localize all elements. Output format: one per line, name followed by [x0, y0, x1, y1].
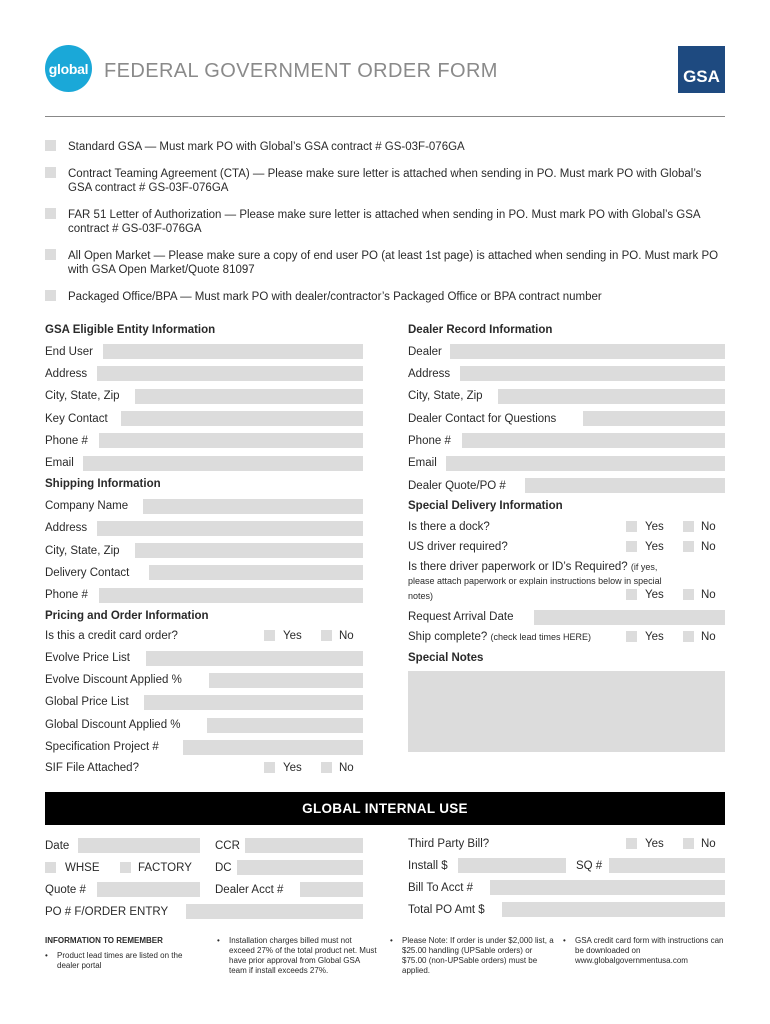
evolve-discount-field[interactable]	[209, 673, 363, 688]
internal-use-banner: GLOBAL INTERNAL USE	[45, 792, 725, 825]
dc-field[interactable]	[237, 860, 363, 875]
credit-card-note	[563, 936, 731, 966]
quote-label: Quote #	[45, 884, 86, 896]
dealer-contact-label: Dealer Contact for Questions	[408, 413, 557, 425]
option-cta-label: Contract Teaming Agreement (CTA) — Please make sure letter is attached when sending in PO. Must mark PO with Global’s GSA contract # GS-03F-076GA	[68, 168, 702, 194]
phone-label: Phone #	[45, 435, 88, 447]
us-driver-yes-label: Yes	[645, 541, 664, 553]
ship-phone-field[interactable]	[99, 588, 363, 603]
company-name-label: Company Name	[45, 500, 129, 512]
key-contact-field[interactable]	[121, 411, 363, 426]
third-party-no-checkbox[interactable]	[683, 838, 694, 849]
shipping-info-heading: Shipping Information	[45, 478, 161, 490]
bullet: •	[563, 936, 566, 945]
sif-yes-checkbox[interactable]	[264, 762, 275, 773]
paperwork-question: Is there driver paperwork or ID’s Required?	[408, 561, 628, 573]
gsa-logo-text: GSA	[683, 67, 720, 86]
global-price-list-field[interactable]	[144, 695, 363, 710]
date-field[interactable]	[78, 838, 200, 853]
spec-project-label: Specification Project #	[45, 741, 159, 753]
key-contact-label: Key Contact	[45, 413, 108, 425]
end-user-label: End User	[45, 346, 93, 358]
ship-phone-label: Phone #	[45, 589, 88, 601]
dock-yes-label: Yes	[645, 521, 664, 533]
paperwork-yes-checkbox[interactable]	[626, 589, 637, 600]
paperwork-note-c: notes)	[408, 591, 434, 601]
dealer-address-label: Address	[408, 368, 451, 380]
dealer-info-heading: Dealer Record Information	[408, 324, 553, 336]
ccr-field[interactable]	[245, 838, 363, 853]
city-state-zip-label: City, State, Zip	[45, 390, 120, 402]
third-party-no-label: No	[701, 838, 716, 850]
sif-no-checkbox[interactable]	[321, 762, 332, 773]
handling-note-text: Please Note: If order is under $2,000 list, a $25.00 handling (UPSable orders) or $75.00 (non-UPSable orders) must be applied.	[402, 936, 554, 975]
ship-complete-question: Ship complete?	[408, 631, 488, 643]
option-packaged-office-checkbox[interactable]	[45, 290, 56, 301]
dock-yes-checkbox[interactable]	[626, 521, 637, 532]
paperwork-note-b: please attach paperwork or explain instructions below in special	[408, 576, 662, 586]
remember-item	[45, 951, 205, 971]
dealer-label: Dealer	[408, 346, 442, 358]
dc-label: DC	[215, 862, 232, 874]
credit-card-label: Is this a credit card order?	[45, 630, 178, 642]
credit-card-yes-label: Yes	[283, 630, 302, 642]
third-party-yes-checkbox[interactable]	[626, 838, 637, 849]
option-cta-checkbox[interactable]	[45, 167, 56, 178]
dealer-acct-field[interactable]	[300, 882, 363, 897]
paperwork-no-label: No	[701, 589, 716, 601]
dealer-contact-field[interactable]	[583, 411, 725, 426]
entity-info-heading: GSA Eligible Entity Information	[45, 324, 216, 336]
pricing-info-heading: Pricing and Order Information	[45, 610, 209, 622]
address-field[interactable]	[97, 366, 363, 381]
arrival-date-field[interactable]	[534, 610, 725, 625]
global-discount-field[interactable]	[207, 718, 363, 733]
dealer-address-field[interactable]	[460, 366, 725, 381]
bullet: •	[45, 951, 48, 960]
ship-complete-no-checkbox[interactable]	[683, 631, 694, 642]
po-entry-field[interactable]	[186, 904, 363, 919]
email-field[interactable]	[83, 456, 363, 471]
remember-item-text: Product lead times are listed on the dealer portal	[57, 951, 183, 970]
special-notes-field[interactable]	[408, 671, 725, 752]
special-notes-heading: Special Notes	[408, 652, 484, 664]
dock-label: Is there a dock?	[408, 521, 490, 533]
delivery-contact-label: Delivery Contact	[45, 567, 130, 579]
install-note-text: Installation charges billed must not exceed 27% of the total product net. Must have prior approval from Global GSA team if install exceeds 27%.	[229, 936, 377, 975]
po-entry-label: PO # F/ORDER ENTRY	[45, 906, 169, 918]
paperwork-note-a: (if yes,	[630, 562, 658, 572]
paperwork-label	[408, 561, 657, 573]
address-label: Address	[45, 368, 88, 380]
sif-no-label: No	[339, 762, 354, 774]
sq-label: SQ #	[576, 860, 603, 872]
quote-field[interactable]	[97, 882, 200, 897]
credit-card-no-label: No	[339, 630, 354, 642]
third-party-label: Third Party Bill?	[408, 838, 490, 850]
us-driver-no-checkbox[interactable]	[683, 541, 694, 552]
ship-complete-label	[408, 631, 591, 643]
credit-card-note-text: GSA credit card form with instructions can be downloaded on www.globalgovernmentusa.com	[575, 936, 724, 965]
paperwork-no-checkbox[interactable]	[683, 589, 694, 600]
global-logo	[45, 45, 92, 92]
sq-field[interactable]	[609, 858, 725, 873]
dealer-quote-field[interactable]	[525, 478, 725, 493]
us-driver-no-label: No	[701, 541, 716, 553]
option-packaged-office-label: Packaged Office/BPA — Must mark PO with dealer/contractor’s Packaged Office or BPA contract number	[68, 291, 602, 303]
ship-city-state-zip-field[interactable]	[135, 543, 363, 558]
dealer-quote-label: Dealer Quote/PO #	[408, 480, 506, 492]
bill-to-label: Bill To Acct #	[408, 882, 473, 894]
third-party-yes-label: Yes	[645, 838, 664, 850]
ship-complete-note: (check lead times HERE)	[490, 632, 592, 642]
option-far51-label: FAR 51 Letter of Authorization — Please make sure letter is attached when sending in PO. Must mark PO with Global’s GSA contract # GS-03F-076GA	[68, 209, 700, 235]
total-po-label: Total PO Amt $	[408, 904, 485, 916]
install-note	[217, 936, 379, 976]
install-label: Install $	[408, 860, 448, 872]
header-divider	[45, 116, 725, 117]
phone-field[interactable]	[99, 433, 363, 448]
gsa-logo	[678, 46, 725, 93]
ship-complete-yes-label: Yes	[645, 631, 664, 643]
evolve-discount-label: Evolve Discount Applied %	[45, 674, 182, 686]
us-driver-yes-checkbox[interactable]	[626, 541, 637, 552]
ccr-label: CCR	[215, 840, 240, 852]
option-far51-checkbox[interactable]	[45, 208, 56, 219]
sif-yes-label: Yes	[283, 762, 302, 774]
whse-label: WHSE	[65, 862, 100, 874]
ship-address-field[interactable]	[97, 521, 363, 536]
bullet: •	[390, 936, 393, 945]
option-standard-gsa-checkbox[interactable]	[45, 140, 56, 151]
dock-no-label: No	[701, 521, 716, 533]
dealer-city-state-zip-field[interactable]	[498, 389, 725, 404]
dealer-email-field[interactable]	[446, 456, 725, 471]
sif-label: SIF File Attached?	[45, 762, 139, 774]
option-open-market-checkbox[interactable]	[45, 249, 56, 260]
dealer-phone-label: Phone #	[408, 435, 451, 447]
date-label: Date	[45, 840, 70, 852]
bill-to-field[interactable]	[490, 880, 725, 895]
end-user-field[interactable]	[103, 344, 363, 359]
ship-city-state-zip-label: City, State, Zip	[45, 545, 120, 557]
factory-label: FACTORY	[138, 862, 192, 874]
credit-card-no-checkbox[interactable]	[321, 630, 332, 641]
city-state-zip-field[interactable]	[135, 389, 363, 404]
dealer-email-label: Email	[408, 457, 437, 469]
email-label: Email	[45, 457, 74, 469]
spec-project-field[interactable]	[183, 740, 363, 755]
dealer-phone-field[interactable]	[462, 433, 725, 448]
ship-address-label: Address	[45, 522, 88, 534]
credit-card-yes-checkbox[interactable]	[264, 630, 275, 641]
delivery-contact-field[interactable]	[149, 565, 363, 580]
install-field[interactable]	[458, 858, 566, 873]
ship-complete-no-label: No	[701, 631, 716, 643]
option-standard-gsa-label: Standard GSA — Must mark PO with Global’s GSA contract # GS-03F-076GA	[68, 141, 465, 153]
dock-no-checkbox[interactable]	[683, 521, 694, 532]
special-delivery-heading: Special Delivery Information	[408, 500, 563, 512]
ship-complete-yes-checkbox[interactable]	[626, 631, 637, 642]
arrival-date-label: Request Arrival Date	[408, 611, 514, 623]
factory-checkbox[interactable]	[120, 862, 131, 873]
evolve-price-list-label: Evolve Price List	[45, 652, 131, 664]
handling-note	[390, 936, 556, 976]
remember-heading: INFORMATION TO REMEMBER	[45, 936, 163, 945]
dealer-city-state-zip-label: City, State, Zip	[408, 390, 483, 402]
dealer-acct-label: Dealer Acct #	[215, 884, 284, 896]
evolve-price-list-field[interactable]	[146, 651, 363, 666]
paperwork-yes-label: Yes	[645, 589, 664, 601]
whse-checkbox[interactable]	[45, 862, 56, 873]
bullet: •	[217, 936, 220, 945]
page-title: FEDERAL GOVERNMENT ORDER FORM	[104, 60, 498, 82]
dealer-field[interactable]	[450, 344, 725, 359]
global-discount-label: Global Discount Applied %	[45, 719, 181, 731]
logo-text: global	[48, 60, 89, 77]
us-driver-label: US driver required?	[408, 541, 508, 553]
option-open-market-label: All Open Market — Please make sure a copy of end user PO (at least 1st page) is attached when sending in PO. Must mark PO with GSA Open Market/Quote 81097	[68, 250, 719, 276]
company-name-field[interactable]	[143, 499, 363, 514]
total-po-field[interactable]	[502, 902, 725, 917]
global-price-list-label: Global Price List	[45, 696, 129, 708]
